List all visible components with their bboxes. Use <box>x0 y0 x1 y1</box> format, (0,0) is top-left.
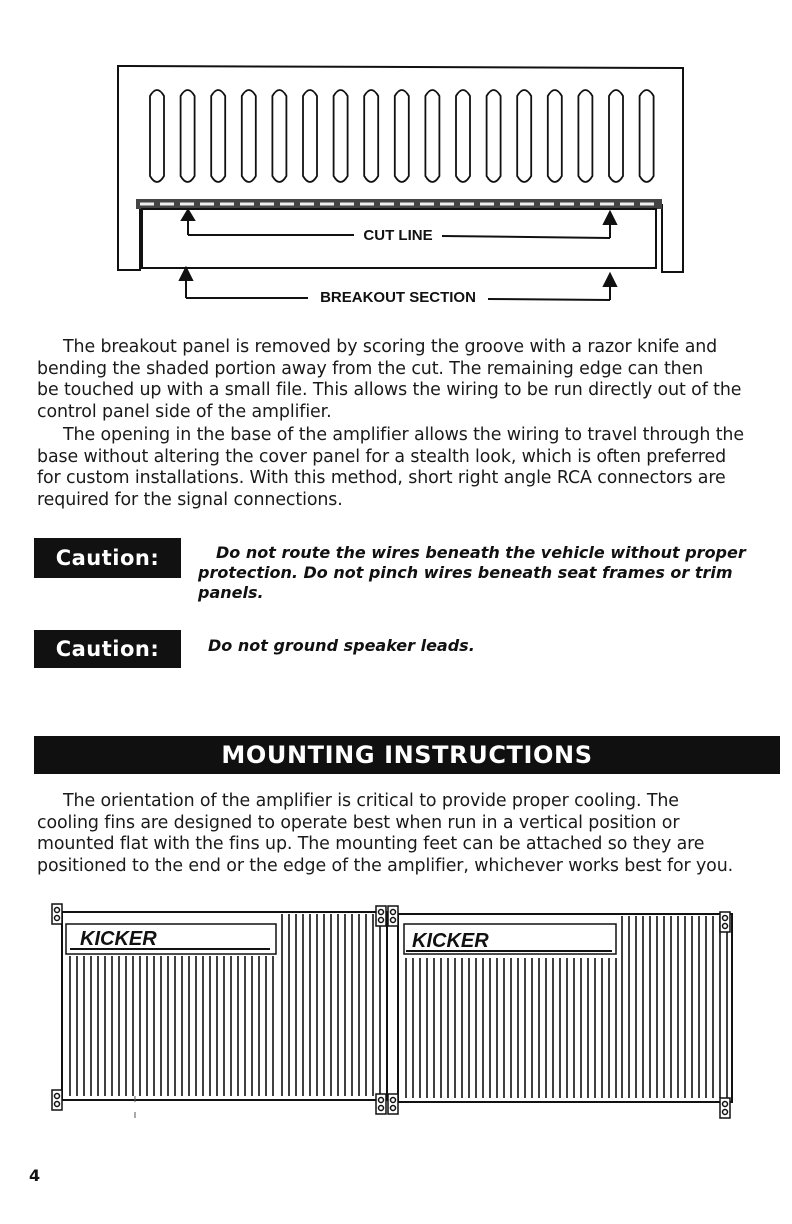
vent-slot <box>548 90 562 182</box>
vent-slot <box>609 90 623 182</box>
amplifier-mounting-diagram <box>40 896 750 1126</box>
ventilation-slots <box>150 90 654 182</box>
amplifier-right <box>388 906 732 1118</box>
vent-slot <box>211 90 225 182</box>
vent-slot <box>517 90 531 182</box>
vent-slot <box>425 90 439 182</box>
mounting-instructions-heading: MOUNTING INSTRUCTIONS <box>34 736 780 774</box>
vent-slot <box>364 90 378 182</box>
breakout-section-label: BREAKOUT SECTION <box>320 289 476 306</box>
vent-slot <box>181 90 195 182</box>
vent-slot <box>334 90 348 182</box>
mounting-paragraph: The orientation of the amplifier is critical to provide proper cooling. The cooling fins are designed to operate best when run in a vertical position or mounted flat with the fins up. The mounting feet can be attached so they are positioned to the end or the edge of the amplifier, whichever works best for you. <box>37 791 734 876</box>
cooling-fins <box>282 914 380 1096</box>
caution-badge: Caution: <box>34 630 181 668</box>
amplifier-left <box>52 904 387 1114</box>
breakout-paragraph: The breakout panel is removed by scoring the groove with a razor knife and bending the shaded portion away from the cut. The remaining edge can then be touched up with a small file. This allows the wiring to be run directly out of the control panel side of the amplifier. <box>37 337 742 422</box>
cut-line-label: CUT LINE <box>363 227 433 244</box>
vent-slot <box>150 90 164 182</box>
page-number: 4 <box>29 1166 41 1185</box>
vent-slot <box>272 90 286 182</box>
vent-slot <box>303 90 317 182</box>
caution-wire-routing-text: Do not route the wires beneath the vehicle without proper protection. Do not pinch wires beneath seat frames or trim panels. <box>198 543 746 602</box>
kicker-logo: KICKER <box>412 930 489 952</box>
kicker-logo: KICKER <box>80 928 157 950</box>
caution-ground-text: Do not ground speaker leads. <box>208 636 475 655</box>
vent-slot <box>640 90 654 182</box>
vent-slot <box>242 90 256 182</box>
vent-slot <box>395 90 409 182</box>
vent-slot <box>487 90 501 182</box>
breakout-panel-diagram <box>110 58 685 308</box>
base-opening-paragraph: The opening in the base of the amplifier allows the wiring to travel through the base without altering the cover panel for a stealth look, which is often preferred for custom installations. With this method, short right angle RCA connectors are required for the signal connections. <box>37 425 744 510</box>
vent-slot <box>578 90 592 182</box>
vent-slot <box>456 90 470 182</box>
caution-badge: Caution: <box>34 538 181 578</box>
